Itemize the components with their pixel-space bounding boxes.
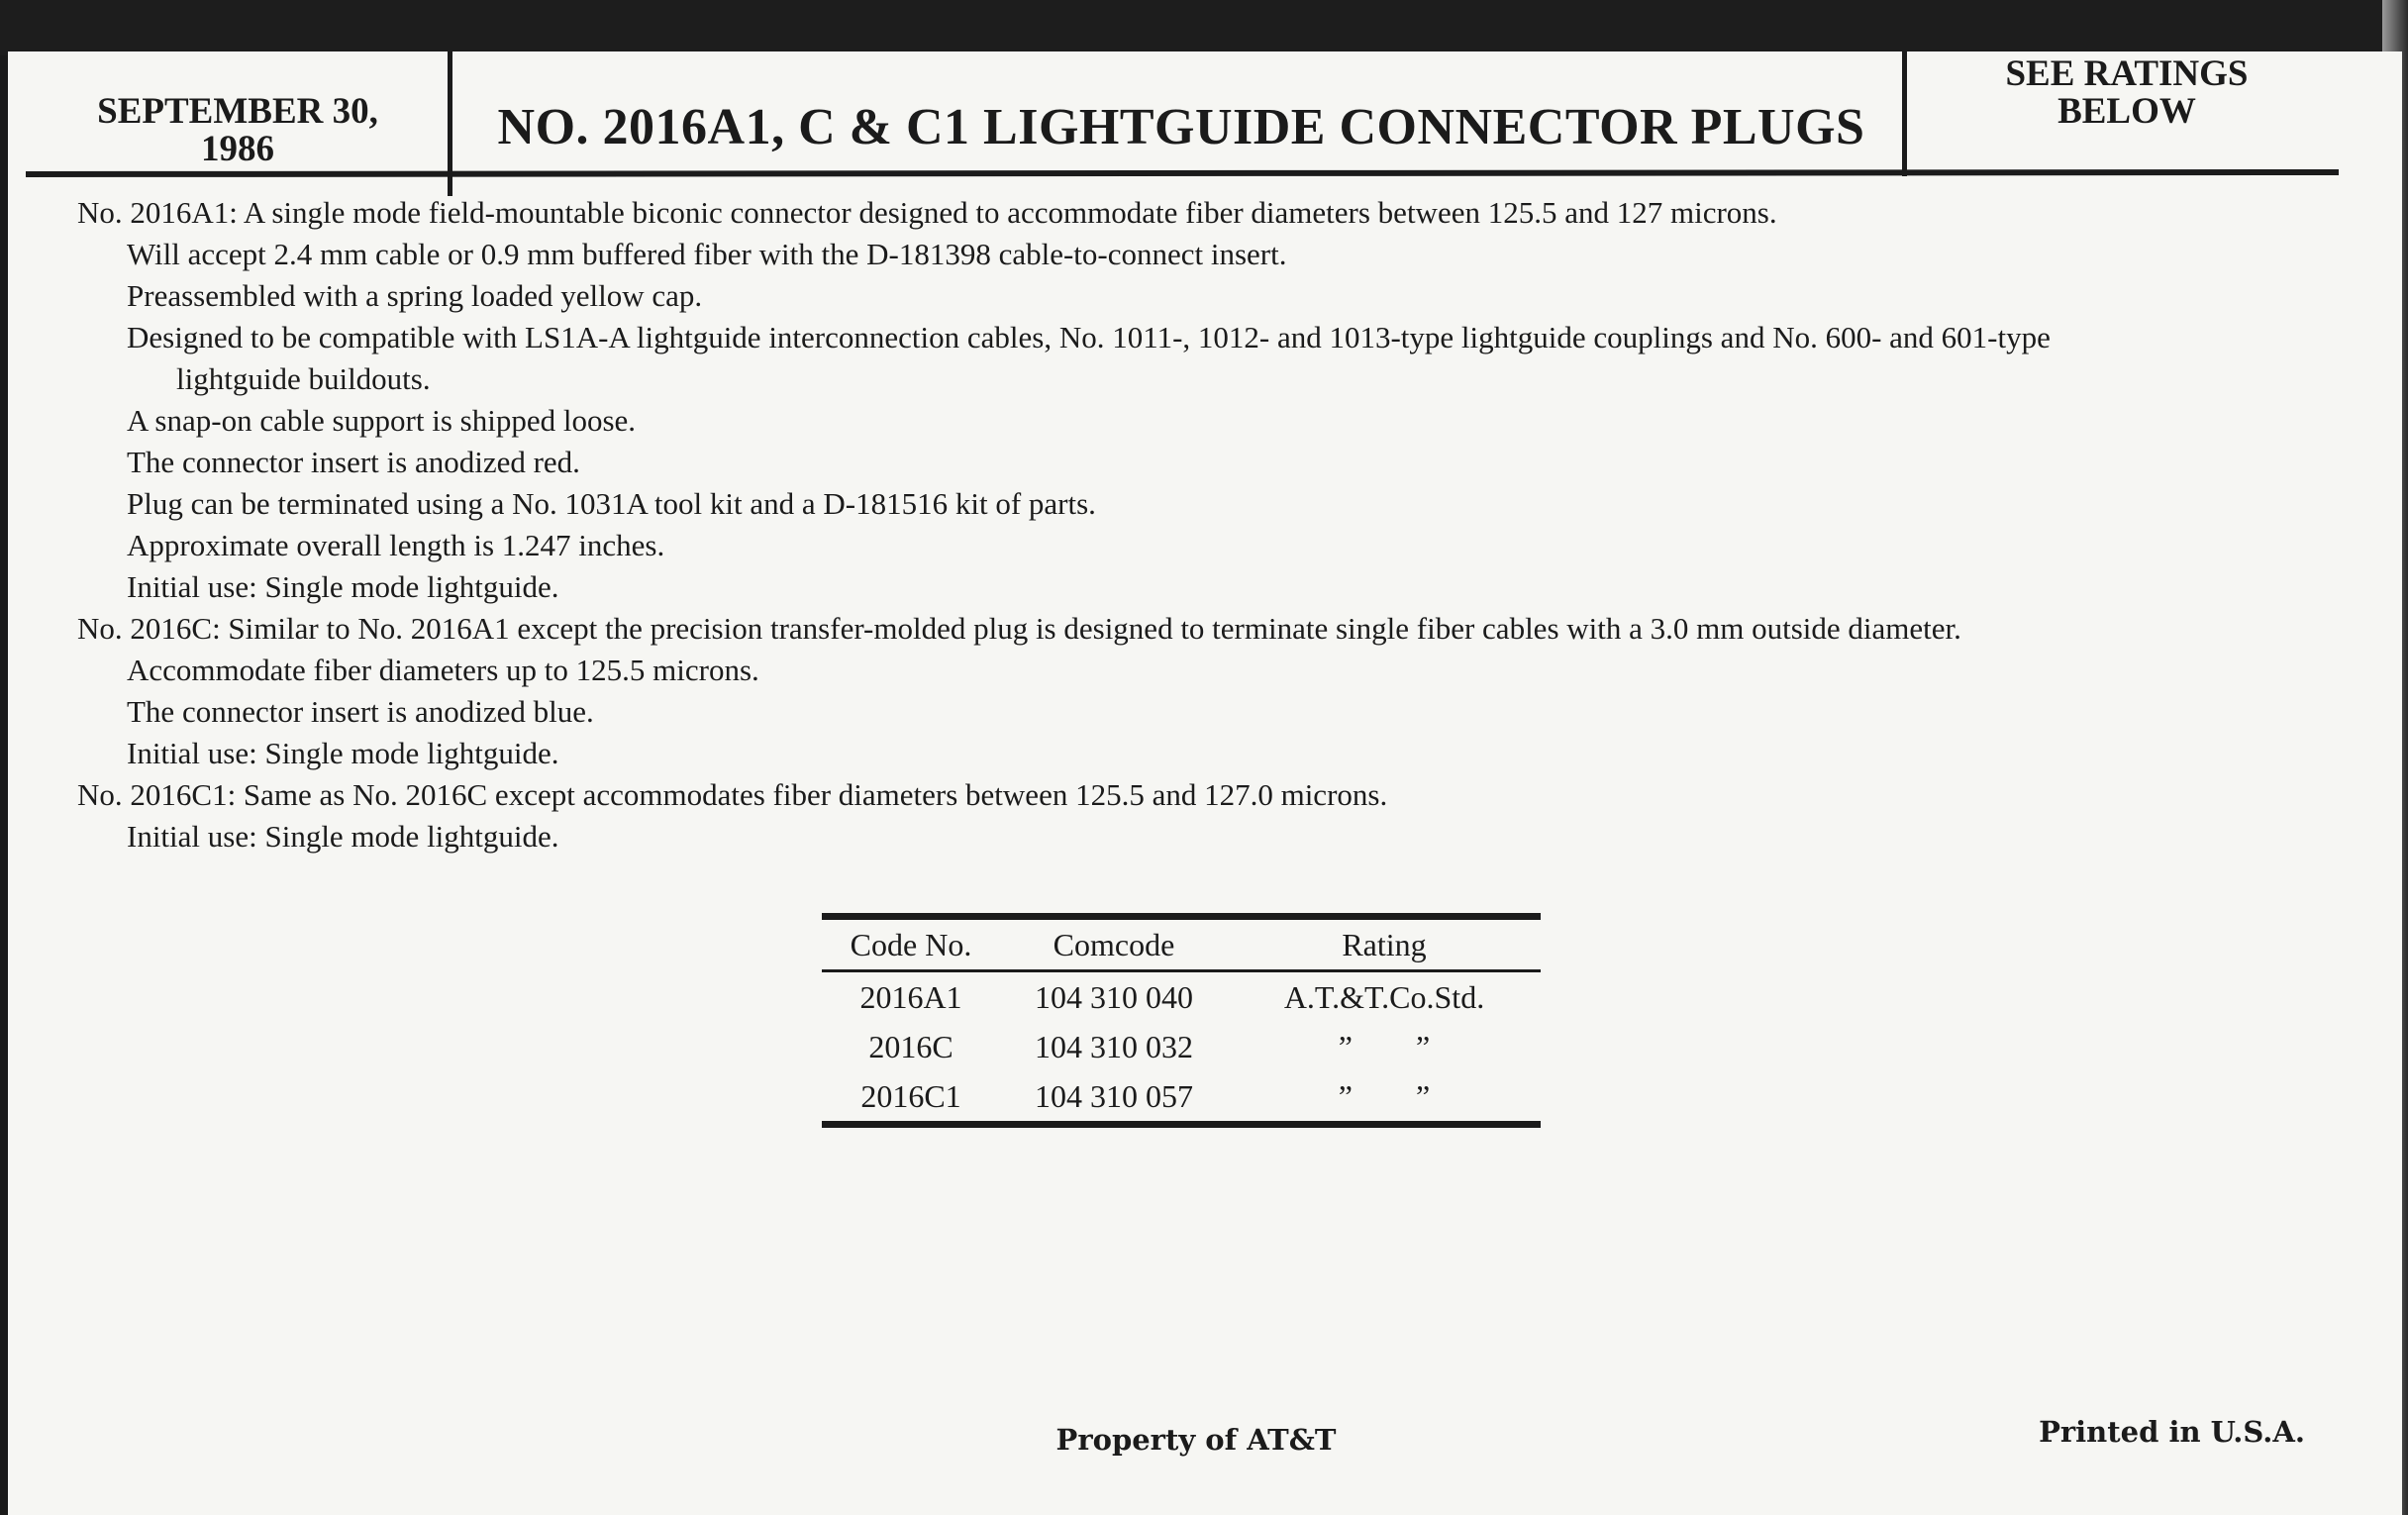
- description-line: Initial use: Single mode lightguide.: [127, 819, 559, 854]
- ratings-table: [822, 913, 1541, 1128]
- header-date-line1: SEPTEMBER 30,: [97, 91, 378, 132]
- description-line: lightguide buildouts.: [176, 361, 431, 396]
- table-header-row: [822, 920, 1541, 969]
- description-line: No. 2016C1: Same as No. 2016C except accommodates fiber diameters between 125.5 and 127.0 microns.: [77, 777, 1388, 812]
- table-header-code: Code No.: [850, 926, 972, 962]
- table-row: [822, 1022, 1541, 1071]
- footer-printed: Printed in U.S.A.: [2039, 1415, 2305, 1449]
- header-bottom-rule: [26, 169, 2339, 177]
- description-line: Preassembled with a spring loaded yellow cap.: [127, 278, 703, 313]
- description-line: No. 2016A1: A single mode field-mountable biconic connector designed to accommodate fiber diameters between 125.5 and 127 microns.: [77, 195, 1777, 230]
- header-ratings-line2: BELOW: [2057, 91, 2196, 132]
- table-header-comcode: Comcode: [1053, 926, 1175, 962]
- footer-property: Property of AT&T: [1055, 1423, 1337, 1457]
- table-row: [822, 1071, 1541, 1121]
- description-line: Initial use: Single mode lightguide.: [127, 569, 559, 604]
- table-cell-code: 2016C: [868, 1028, 953, 1064]
- table-cell-rating: A.T.&T.Co.Std.: [1283, 978, 1485, 1015]
- header-divider-right: [1902, 51, 1907, 176]
- description-line: The connector insert is anodized red.: [127, 445, 580, 479]
- table-cell-comcode: 104 310 040: [1035, 978, 1193, 1015]
- description-line: Initial use: Single mode lightguide.: [127, 736, 559, 770]
- table-cell-comcode: 104 310 057: [1035, 1077, 1193, 1114]
- scan-top-edge: [0, 0, 2408, 55]
- description-line: Will accept 2.4 mm cable or 0.9 mm buffered fiber with the D-181398 cable-to-connect insert.: [127, 237, 1287, 271]
- table-bottom-rule: [822, 1121, 1541, 1128]
- table-cell-code: 2016C1: [860, 1077, 961, 1114]
- header-date-line2: 1986: [201, 129, 274, 169]
- description-line: No. 2016C: Similar to No. 2016A1 except the precision transfer-molded plug is designed to terminate single fiber cables with a 3.0 mm outside diameter.: [77, 611, 1961, 646]
- description-line: Plug can be terminated using a No. 1031A tool kit and a D-181516 kit of parts.: [127, 486, 1096, 521]
- header-ratings-line1: SEE RATINGS: [2005, 53, 2249, 94]
- description-line: Approximate overall length is 1.247 inches.: [127, 528, 665, 562]
- description-block: [77, 192, 2345, 858]
- table-header-rating: Rating: [1342, 926, 1427, 962]
- table-cell-comcode: 104 310 032: [1035, 1028, 1193, 1064]
- table-top-rule: [822, 913, 1541, 920]
- header-ratings: [1909, 55, 2345, 131]
- table-cell-rating: ” ”: [1338, 1028, 1431, 1064]
- description-line: The connector insert is anodized blue.: [127, 694, 594, 729]
- table-cell-code: 2016A1: [859, 978, 962, 1015]
- header-date: [40, 93, 436, 168]
- description-line: A snap-on cable support is shipped loose.: [127, 403, 637, 438]
- description-line: Accommodate fiber diameters up to 125.5 microns.: [127, 653, 759, 687]
- page-title: NO. 2016A1, C & C1 LIGHTGUIDE CONNECTOR PLUGS: [497, 99, 1865, 155]
- description-line: Designed to be compatible with LS1A-A lightguide interconnection cables, No. 1011-, 1012- and 1013-type lightguide couplings and No. 600- and 601-type: [127, 320, 2051, 354]
- document-card: [8, 51, 2402, 1515]
- table-cell-rating: ” ”: [1338, 1077, 1431, 1114]
- table-row: [822, 972, 1541, 1022]
